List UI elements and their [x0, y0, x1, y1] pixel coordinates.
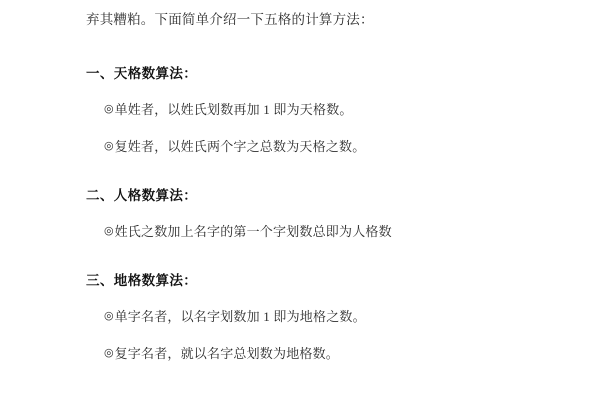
bullet-list-renge: [86, 222, 514, 241]
list-item: [86, 100, 514, 119]
list-item: [86, 307, 514, 326]
section-heading-tiange: 一、天格数算法：: [86, 66, 198, 81]
circle-bullet-icon: ◎: [104, 310, 114, 322]
intro-paragraph: 弃其糟粕。下面简单介绍一下五格的计算方法：: [86, 12, 374, 27]
circle-bullet-icon: ◎: [104, 347, 114, 359]
section-heading-dige: 三、地格数算法：: [86, 273, 198, 288]
list-item-text: 姓氏之数加上名字的第一个字划数总即为人格数: [114, 224, 392, 239]
circle-bullet-icon: ◎: [104, 140, 114, 152]
list-item-text: 复姓者，以姓氏两个字之总数为天格之数。: [114, 139, 366, 154]
section-tiange: [86, 64, 514, 156]
list-item: [86, 137, 514, 156]
section-renge: [86, 186, 514, 241]
section-heading-renge: 二、人格数算法：: [86, 188, 198, 203]
bullet-list-tiange: [86, 100, 514, 156]
list-item: [86, 222, 514, 241]
list-item-text: 单姓者，以姓氏划数再加 1 即为天格数。: [114, 102, 353, 117]
list-item-text: 单字名者，以名字划数加 1 即为地格之数。: [114, 309, 366, 324]
list-item: [86, 344, 514, 363]
bullet-list-dige: [86, 307, 514, 363]
circle-bullet-icon: ◎: [104, 103, 114, 115]
circle-bullet-icon: ◎: [104, 225, 114, 237]
section-dige: [86, 271, 514, 363]
list-item-text: 复字名者，就以名字总划数为地格数。: [114, 346, 340, 361]
